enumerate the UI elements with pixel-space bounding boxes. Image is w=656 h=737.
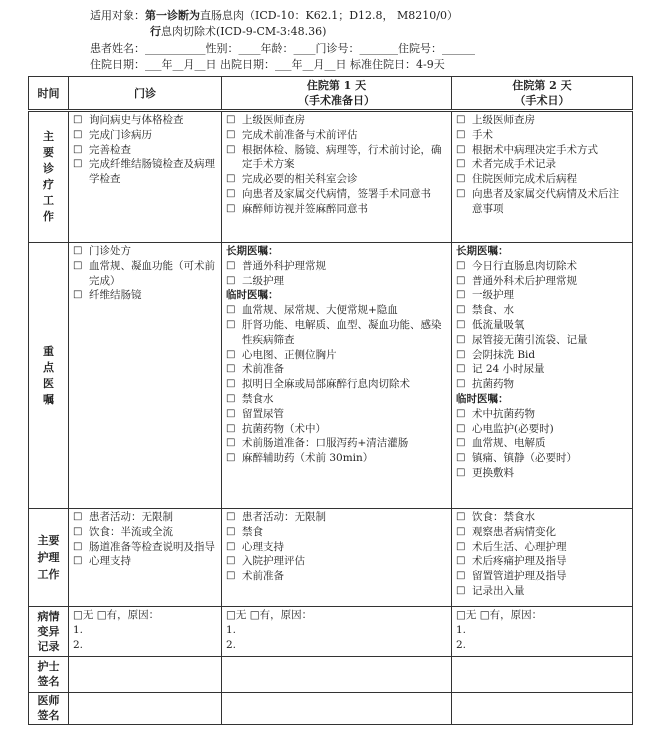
checklist-item-text: 根据体检、肠镜、病理等，行术前讨论，确定手术方案 <box>242 143 442 171</box>
row-label-nursing: 主要护理工作 <box>29 509 69 607</box>
checkbox-icon[interactable]: □ <box>226 143 236 155</box>
checklist-item-text: 住院医师完成术后病程 <box>472 173 577 186</box>
checklist-item-text: 低流量吸氧 <box>472 318 525 331</box>
checklist-item <box>226 422 447 437</box>
variance-day2: □无 □有，原因： 1. 2. <box>452 607 633 657</box>
checklist-item <box>456 407 628 422</box>
temporary-orders-title: 临时医嘱： <box>226 289 279 302</box>
checkbox-icon[interactable]: □ <box>226 187 236 199</box>
orders-day2 <box>452 243 633 509</box>
checkbox-icon[interactable]: □ <box>226 348 236 360</box>
checklist-item-text: 纤维结肠镜 <box>89 289 142 302</box>
checklist-item-text: 术者完成手术记录 <box>472 158 556 171</box>
checklist-item-text: 完成必要的相关科室会诊 <box>242 173 358 186</box>
checklist-item <box>226 554 447 569</box>
checklist-item-text: 抗菌药物（术中） <box>242 422 326 435</box>
checklist-item-text: 询问病史与体格检查 <box>89 114 184 126</box>
checklist-item <box>226 274 447 289</box>
checklist-item-text: 心理支持 <box>89 555 131 568</box>
checklist-item-text: 观察患者病情变化 <box>472 525 556 538</box>
checklist-item <box>456 451 628 466</box>
table-row <box>29 509 633 607</box>
checklist-item <box>456 569 628 584</box>
checkbox-icon[interactable]: □ <box>456 407 466 419</box>
nurse-sign-day1[interactable] <box>222 657 452 693</box>
checklist-item-text: 心理支持 <box>242 540 284 553</box>
row-label-nurse-sign: 护士签名 <box>29 657 69 693</box>
checkbox-icon[interactable]: □ <box>456 466 466 478</box>
long-term-orders-title: 长期医嘱： <box>226 245 279 257</box>
orders-day1 <box>222 243 452 509</box>
checklist-item <box>226 113 447 128</box>
checkbox-icon[interactable]: □ <box>226 555 236 567</box>
checkbox-icon[interactable]: □ <box>226 363 236 375</box>
checklist-item-text: 患者活动：无限制 <box>89 511 173 523</box>
checklist-item <box>226 202 447 217</box>
pathway-table <box>28 76 633 725</box>
checklist-item <box>456 436 628 451</box>
checklist-item-text: 血常规、尿常规、大便常规+隐血 <box>242 304 398 317</box>
checklist-item <box>73 525 217 540</box>
checklist-item <box>456 318 628 333</box>
checklist-item <box>456 128 628 143</box>
checklist-item <box>456 143 628 158</box>
patient-info-line: 患者姓名：___________性别：____年龄：____门诊号：_______住院号：______ <box>90 42 475 55</box>
checklist-item-text: 血常规、凝血功能（可术前完成） <box>89 259 215 287</box>
checklist-item-text: 镇痛、镇静（必要时） <box>472 452 577 465</box>
checklist-item <box>73 540 217 555</box>
row-label-orders: 重点医嘱 <box>29 243 69 509</box>
table-row <box>29 607 633 657</box>
day2-header: 住院第 2 天 （手术日） <box>452 77 633 111</box>
checkbox-icon[interactable]: □ <box>456 128 466 140</box>
checklist-item <box>456 187 628 217</box>
row-label-variance: 病情变异记录 <box>29 607 69 657</box>
table-row <box>29 111 633 243</box>
checklist-item <box>226 172 447 187</box>
checkbox-icon[interactable]: □ <box>456 348 466 360</box>
orders-outpatient <box>69 243 222 509</box>
checklist-item <box>456 362 628 377</box>
checklist-item <box>226 143 447 173</box>
checklist-item-text: 肝肾功能、电解质、血型、凝血功能、感染性疾病筛查 <box>242 318 442 346</box>
checkbox-icon[interactable]: □ <box>456 158 466 170</box>
checkbox-icon[interactable]: □ <box>226 437 236 449</box>
checklist-item-text: 二级护理 <box>242 274 284 287</box>
checkbox-icon[interactable]: □ <box>456 540 466 552</box>
checklist-item-text: 记 24 小时尿量 <box>472 363 545 376</box>
checklist-item <box>73 554 217 569</box>
long-term-orders-title: 长期医嘱： <box>456 245 509 257</box>
checkbox-icon[interactable]: □ <box>456 304 466 316</box>
checklist-item-text: 向患者及家属交代病情及术后注意事项 <box>472 187 619 215</box>
checklist-item <box>226 348 447 363</box>
row-label-doctor-sign: 医师签名 <box>29 693 69 725</box>
checkbox-icon[interactable]: □ <box>456 289 466 301</box>
checkbox-icon[interactable]: □ <box>226 259 236 271</box>
checkbox-icon[interactable]: □ <box>456 584 466 596</box>
checkbox-icon[interactable]: □ <box>73 511 83 522</box>
checklist-item-text: 术前准备 <box>242 570 284 583</box>
checkbox-icon[interactable]: □ <box>456 318 466 330</box>
checklist-item-text: 普通外科术后护理常规 <box>472 274 577 287</box>
checkbox-icon[interactable]: □ <box>456 511 466 522</box>
checklist-item-text: 禁食 <box>242 525 263 538</box>
checkbox-icon[interactable]: □ <box>456 422 466 434</box>
checklist-item-text: 血常规、电解质 <box>472 437 546 450</box>
checkbox-icon[interactable]: □ <box>226 274 236 286</box>
checklist-item <box>226 569 447 584</box>
checklist-item <box>456 584 628 599</box>
checkbox-icon[interactable]: □ <box>73 259 83 271</box>
checkbox-icon[interactable]: □ <box>73 525 83 537</box>
table-row <box>29 693 633 725</box>
checkbox-icon[interactable]: □ <box>73 143 83 155</box>
nurse-sign-outpatient[interactable] <box>69 657 222 693</box>
checkbox-icon[interactable]: □ <box>456 274 466 286</box>
checkbox-icon[interactable]: □ <box>226 173 236 185</box>
table-header-row <box>29 77 633 111</box>
day1-header: 住院第 1 天 （手术准备日） <box>222 77 452 111</box>
checkbox-icon[interactable]: □ <box>226 378 236 390</box>
variance-day1: □无 □有，原因： 1. 2. <box>222 607 452 657</box>
checkbox-icon[interactable]: □ <box>73 128 83 140</box>
checklist-item <box>456 540 628 555</box>
time-header: 时间 <box>29 77 69 111</box>
checklist-item-text: 留置尿管 <box>242 407 284 420</box>
checklist-item-text: 更换敷料 <box>472 466 514 479</box>
checklist-item <box>456 377 628 392</box>
checkbox-icon[interactable]: □ <box>226 128 236 140</box>
checklist-item <box>456 288 628 303</box>
checkbox-icon[interactable]: □ <box>456 570 466 582</box>
checkbox-icon[interactable]: □ <box>456 378 466 390</box>
checklist-item <box>226 187 447 202</box>
checklist-item <box>73 113 217 128</box>
checkbox-icon[interactable]: □ <box>456 143 466 155</box>
checkbox-icon[interactable]: □ <box>226 452 236 464</box>
checkbox-icon[interactable]: □ <box>73 158 83 170</box>
checkbox-icon[interactable]: □ <box>226 407 236 419</box>
checklist-item <box>226 128 447 143</box>
checklist-item <box>73 143 217 158</box>
checkbox-icon[interactable]: □ <box>456 437 466 449</box>
checklist-item <box>73 157 217 187</box>
checklist-item <box>456 510 628 525</box>
checklist-item-text: 心电监护(必要时) <box>472 422 554 435</box>
main-work-day2 <box>452 111 633 243</box>
checklist-item-text: 向患者及家属交代病情，签署手术同意书 <box>242 187 431 200</box>
checklist-item-text: 术中抗菌药物 <box>472 407 535 420</box>
checkbox-icon[interactable]: □ <box>226 392 236 404</box>
checklist-item <box>73 128 217 143</box>
checklist-item-text: 饮食：半流或全流 <box>89 525 173 538</box>
checklist-item-text: 根据术中病理决定手术方式 <box>472 143 598 156</box>
temporary-orders-title: 临时医嘱： <box>456 392 509 405</box>
checklist-item <box>73 244 217 259</box>
checkbox-icon[interactable]: □ <box>226 202 236 214</box>
checklist-item <box>226 362 447 377</box>
table-row <box>29 243 633 509</box>
checkbox-icon[interactable]: □ <box>226 318 236 330</box>
checklist-item <box>456 422 628 437</box>
checklist-item <box>73 510 217 525</box>
checklist-item-text: 术后生活、心理护理 <box>472 540 567 553</box>
table-row <box>29 657 633 693</box>
checklist-item-text: 普通外科护理常规 <box>242 259 326 272</box>
checklist-item <box>456 157 628 172</box>
checklist-item-text: 今日行直肠息肉切除术 <box>472 259 577 272</box>
checklist-item-text: 术前准备 <box>242 363 284 376</box>
checkbox-icon[interactable]: □ <box>226 570 236 582</box>
checklist-item <box>226 510 447 525</box>
checkbox-icon[interactable]: □ <box>456 114 466 125</box>
checklist-item-text: 上级医师查房 <box>242 114 305 126</box>
checklist-item <box>226 525 447 540</box>
checklist-item-text: 一级护理 <box>472 289 514 302</box>
checklist-item-text: 饮食：禁食水 <box>472 511 535 523</box>
checklist-item-text: 完成门诊病历 <box>89 128 152 141</box>
checklist-item-text: 会阴抹洗 Bid <box>472 348 536 361</box>
checklist-item <box>226 407 447 422</box>
checklist-item <box>456 554 628 569</box>
checklist-item <box>456 274 628 289</box>
main-work-outpatient <box>69 111 222 243</box>
checklist-item-text: 完成纤维结肠镜检查及病理学检查 <box>89 158 215 186</box>
checklist-item-text: 抗菌药物 <box>472 378 514 391</box>
checklist-item-text: 入院护理评估 <box>242 555 305 568</box>
checkbox-icon[interactable]: □ <box>73 114 83 125</box>
checklist-item <box>226 377 447 392</box>
row-label-main-work: 主要诊疗工作 <box>29 111 69 243</box>
checklist-item-text: 麻醉师访视并签麻醉同意书 <box>242 202 368 215</box>
checkbox-icon[interactable]: □ <box>456 173 466 185</box>
checklist-item-text: 上级医师查房 <box>472 114 535 126</box>
checkbox-icon[interactable]: □ <box>73 540 83 552</box>
checkbox-icon[interactable]: □ <box>73 555 83 567</box>
nursing-outpatient <box>69 509 222 607</box>
checklist-item <box>226 259 447 274</box>
checkbox-icon[interactable]: □ <box>456 187 466 199</box>
checkbox-icon[interactable]: □ <box>73 289 83 301</box>
checklist-item-text: 术后疼痛护理及指导 <box>472 555 567 568</box>
checkbox-icon[interactable]: □ <box>456 525 466 537</box>
checklist-item <box>456 348 628 363</box>
checklist-item-text: 患者活动：无限制 <box>242 511 326 523</box>
checklist-item <box>456 113 628 128</box>
checkbox-icon[interactable]: □ <box>226 304 236 316</box>
checklist-item-text: 术前肠道准备：口服泻药+清洁灌肠 <box>242 437 409 450</box>
checkbox-icon[interactable]: □ <box>456 363 466 375</box>
nursing-day1 <box>222 509 452 607</box>
checkbox-icon[interactable]: □ <box>226 422 236 434</box>
checkbox-icon[interactable]: □ <box>226 540 236 552</box>
outpatient-header: 门诊 <box>69 77 222 111</box>
procedure-line: 行息肉切除术(ICD-9-CM-3:48.36) <box>150 25 327 38</box>
nursing-day2 <box>452 509 633 607</box>
checklist-item <box>456 259 628 274</box>
checkbox-icon[interactable]: □ <box>456 452 466 464</box>
checklist-item <box>73 288 217 303</box>
variance-outpatient: □无 □有，原因： 1. 2. <box>69 607 222 657</box>
checklist-item-text: 心电图、正侧位胸片 <box>242 348 337 361</box>
checkbox-icon[interactable]: □ <box>456 333 466 345</box>
checklist-item <box>73 259 217 289</box>
checkbox-icon[interactable]: □ <box>226 525 236 537</box>
checklist-item-text: 拟明日全麻或局部麻醉行息肉切除术 <box>242 378 410 391</box>
checklist-item-text: 完善检查 <box>89 143 131 156</box>
checklist-item-text: 手术 <box>472 128 493 141</box>
checklist-item <box>226 318 447 348</box>
doctor-sign-outpatient[interactable] <box>69 693 222 725</box>
checkbox-icon[interactable]: □ <box>456 555 466 567</box>
checkbox-icon[interactable]: □ <box>456 259 466 271</box>
checklist-item <box>456 303 628 318</box>
checkbox-icon[interactable]: □ <box>226 511 236 522</box>
checklist-item <box>456 466 628 481</box>
checklist-item-text: 留置管道护理及指导 <box>472 570 567 583</box>
checklist-item-text: 尿管接无菌引流袋、记量 <box>472 333 588 346</box>
checklist-item <box>226 451 447 466</box>
checklist-item-text: 完成术前准备与术前评估 <box>242 128 358 141</box>
checklist-item <box>456 172 628 187</box>
checklist-item-text: 肠道准备等检查说明及指导 <box>89 540 215 553</box>
checklist-item <box>226 436 447 451</box>
checklist-item-text: 禁食水 <box>242 392 274 405</box>
admission-dates-line: 住院日期：___年__月__日 出院日期：___年__月__日 标准住院日：4-9天 <box>90 58 445 71</box>
checklist-item-text: 记录出入量 <box>472 584 525 597</box>
checklist-item-text: 门诊处方 <box>89 245 131 257</box>
checklist-item-text: 麻醉辅助药（术前 30min） <box>242 452 374 465</box>
doctor-sign-day2[interactable] <box>452 693 633 725</box>
checkbox-icon[interactable]: □ <box>226 114 236 125</box>
checklist-item <box>226 303 447 318</box>
checklist-item-text: 禁食、水 <box>472 304 514 317</box>
main-work-day1 <box>222 111 452 243</box>
checklist-item <box>456 333 628 348</box>
checklist-item <box>226 392 447 407</box>
checkbox-icon[interactable]: □ <box>73 245 83 256</box>
doctor-sign-day1[interactable] <box>222 693 452 725</box>
checklist-item <box>226 540 447 555</box>
scope-line: 适用对象：第一诊断为直肠息肉（ICD-10：K62.1；D12.8， M8210/0） <box>90 9 458 22</box>
checklist-item <box>456 525 628 540</box>
nurse-sign-day2[interactable] <box>452 657 633 693</box>
